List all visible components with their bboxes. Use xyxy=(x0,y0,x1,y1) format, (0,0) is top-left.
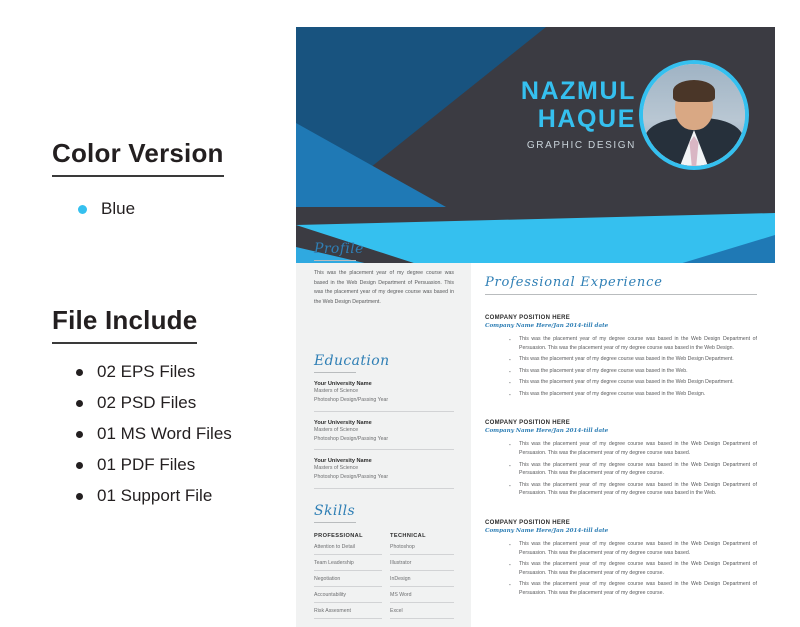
experience-job xyxy=(485,420,757,497)
skills-col-header: PROFESSIONAL xyxy=(314,533,363,539)
experience-title: Professional Experience xyxy=(485,275,663,290)
divider xyxy=(314,411,454,412)
skills-column-professional xyxy=(314,533,382,619)
list-item xyxy=(76,393,232,413)
candidate-name-line1: NAZMUL xyxy=(520,77,636,105)
education-detail: Photoshop Design/Passing Year xyxy=(314,435,389,442)
education-degree: Masters of Science xyxy=(314,465,359,472)
bullet-text: This was the placement year of my degree course was based in the Web Design Department of Persuasion. This was the placement year of my degree course was based in the Web Design. xyxy=(519,336,757,351)
job-bullets xyxy=(509,335,757,398)
bullet-dot-icon xyxy=(76,493,83,500)
education-school: Your University Name xyxy=(314,381,372,387)
bullet-square-icon: ▪ xyxy=(509,482,511,488)
divider xyxy=(314,449,454,450)
table-row: Excel xyxy=(390,603,454,619)
education-entry xyxy=(314,458,454,489)
bullet-square-icon: ▪ xyxy=(509,391,511,397)
bullet-text: This was the placement year of my degree course was based in the Web Design. xyxy=(519,390,706,397)
resume-preview xyxy=(296,27,775,627)
file-include-label: 02 PSD Files xyxy=(97,393,197,412)
skills-column-technical xyxy=(390,533,454,619)
table-row: Team Leadership xyxy=(314,555,382,571)
list-item xyxy=(509,580,757,597)
bullet-text: This was the placement year of my degree course was based in the Web Design Department. xyxy=(519,356,734,363)
color-version-list xyxy=(78,199,224,219)
divider xyxy=(314,260,356,261)
education-detail: Photoshop Design/Passing Year xyxy=(314,474,389,481)
profile-section xyxy=(314,241,454,308)
bullet-dot-icon xyxy=(76,431,83,438)
list-item xyxy=(509,540,757,557)
table-row: Risk Assesment xyxy=(314,603,382,619)
bullet-dot-icon xyxy=(78,205,87,214)
list-item xyxy=(76,362,232,382)
bullet-square-icon: ▪ xyxy=(509,380,511,386)
file-include-section xyxy=(52,305,232,517)
bullet-text: This was the placement year of my degree course was based in the Web. xyxy=(519,367,688,374)
list-item xyxy=(509,461,757,478)
table-row: Accountability xyxy=(314,587,382,603)
divider xyxy=(314,488,454,489)
list-item xyxy=(76,486,232,506)
left-info-panel xyxy=(0,0,296,627)
resume-right-column xyxy=(471,263,775,627)
profile-title: Profile xyxy=(314,241,364,257)
file-include-label: 01 MS Word Files xyxy=(97,424,232,443)
bullet-square-icon: ▪ xyxy=(509,357,511,363)
table-row: Photoshop xyxy=(390,539,454,555)
file-include-label: 02 EPS Files xyxy=(97,362,196,381)
job-bullets xyxy=(509,440,757,497)
table-row: InDesign xyxy=(390,571,454,587)
portrait-hair xyxy=(673,80,715,102)
bullet-square-icon: ▪ xyxy=(509,562,511,568)
file-include-label: 01 PDF Files xyxy=(97,455,196,474)
job-bullets xyxy=(509,540,757,597)
bullet-square-icon: ▪ xyxy=(509,582,511,588)
bullet-text: This was the placement year of my degree course was based in the Web Design Department of Persuasion. This was the placement year of my degree course was based. xyxy=(519,540,757,556)
candidate-name xyxy=(446,77,636,133)
list-item xyxy=(76,424,232,444)
bullet-square-icon: ▪ xyxy=(509,368,511,374)
job-position: COMPANY POSITION HERE xyxy=(485,420,571,427)
divider xyxy=(485,294,757,295)
job-position: COMPANY POSITION HERE xyxy=(485,519,571,526)
table-row: Negotiation xyxy=(314,571,382,587)
list-item xyxy=(509,481,757,498)
list-item xyxy=(509,390,757,399)
skills-col-header: TECHNICAL xyxy=(390,533,426,539)
education-section xyxy=(314,353,454,489)
bullet-text: This was the placement year of my degree course was based in the Web Design Department of Persuasion. This was the placement year of my degree course. xyxy=(519,461,757,477)
list-item xyxy=(509,367,757,376)
bullet-square-icon: ▪ xyxy=(509,442,511,448)
education-entry xyxy=(314,420,454,451)
table-row: Illustrator xyxy=(390,555,454,571)
list-item[interactable] xyxy=(78,199,224,219)
education-entry xyxy=(314,381,454,412)
table-row: Attention to Detail xyxy=(314,539,382,555)
list-item xyxy=(509,560,757,577)
bullet-text: This was the placement year of my degree course was based in the Web Design Department of Persuasion. This was the placement year of my degree course. xyxy=(519,561,757,576)
list-item xyxy=(509,440,757,457)
file-include-label: 01 Support File xyxy=(97,486,213,505)
education-school: Your University Name xyxy=(314,419,372,426)
experience-job xyxy=(485,315,757,398)
candidate-name-line2: HAQUE xyxy=(537,105,636,133)
education-school: Your University Name xyxy=(314,458,372,465)
color-version-section xyxy=(52,138,224,219)
list-item xyxy=(509,355,757,364)
bullet-text: This was the placement year of my degree course was based in the Web Design Department. xyxy=(519,379,734,386)
bullet-square-icon: ▪ xyxy=(509,337,511,342)
file-include-list xyxy=(76,362,232,506)
job-meta: Company Name Here/Jan 2014-till date xyxy=(485,527,609,534)
list-item xyxy=(509,378,757,387)
skills-title: Skills xyxy=(314,503,356,519)
list-item xyxy=(509,335,757,352)
table-row: MS Word xyxy=(390,587,454,603)
bullet-square-icon: ▪ xyxy=(509,541,511,547)
portrait-photo xyxy=(643,64,745,166)
skills-section xyxy=(314,503,454,619)
education-degree: Masters of Science xyxy=(314,426,359,433)
bullet-text: This was the placement year of my degree course was based in the Web Design Department of Persuasion. This was the placement year of my degree course. xyxy=(519,581,757,596)
job-position: COMPANY POSITION HERE xyxy=(485,315,571,321)
bullet-square-icon: ▪ xyxy=(509,462,511,468)
divider xyxy=(314,372,356,373)
education-detail: Photoshop Design/Passing Year xyxy=(314,396,389,403)
job-meta: Company Name Here/Jan 2014-till date xyxy=(485,323,609,329)
avatar xyxy=(639,60,749,170)
bullet-text: This was the placement year of my degree course was based in the Web Design Department of Persuasion. This was the placement year of my degree course was based in the Web. xyxy=(519,481,757,497)
resume-left-column xyxy=(296,241,471,627)
experience-job xyxy=(485,520,757,597)
color-option-label: Blue xyxy=(101,199,136,218)
list-item xyxy=(76,455,232,475)
job-meta: Company Name Here/Jan 2014-till date xyxy=(485,428,609,435)
bullet-text: This was the placement year of my degree course was based in the Web Design Department of Persuasion. This was the placement year of my degree course was based. xyxy=(519,441,757,457)
education-title: Education xyxy=(314,353,390,369)
skills-table xyxy=(314,533,454,619)
bullet-dot-icon xyxy=(76,369,83,376)
education-degree: Masters of Science xyxy=(314,388,359,394)
bullet-dot-icon xyxy=(76,400,83,407)
candidate-role: GRAPHIC DESIGN xyxy=(526,140,636,151)
bullet-dot-icon xyxy=(76,462,83,469)
experience-section xyxy=(485,275,757,600)
divider xyxy=(314,522,356,523)
profile-body: This was the placement year of my degree course was based in the Web Design Department of Persuasion. This was the placement year of my degree course was based in the Web Design Department. xyxy=(314,270,454,305)
color-version-heading: Color Version xyxy=(52,138,224,177)
file-include-heading: File Include xyxy=(52,305,197,344)
